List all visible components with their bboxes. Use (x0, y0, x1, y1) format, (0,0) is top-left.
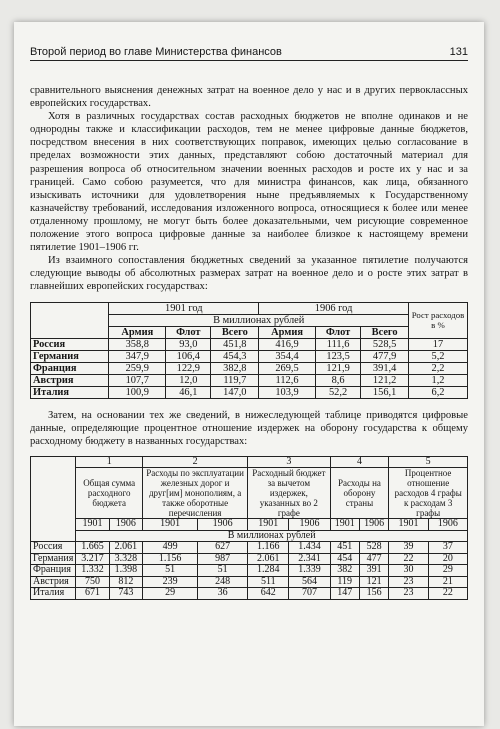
value-cell: 239 (143, 576, 198, 588)
value-cell: 29 (143, 588, 198, 600)
paragraph-3: Из взаимного сопоставления бюджетных сведений за указанное пятилетие получаются следующие выводы об абсолютных размерах затрат на военное дело и о росте этих затрат в главнейших европейских государствах: (30, 255, 468, 293)
value-cell: 121 (359, 576, 388, 588)
value-cell: 391,4 (361, 362, 409, 374)
table-row (31, 386, 468, 398)
value-cell: 3.328 (109, 553, 142, 565)
value-cell: 106,4 (166, 350, 211, 362)
units-header: В миллионах рублей (76, 530, 468, 542)
value-cell: 156 (359, 588, 388, 600)
country-header (31, 456, 76, 542)
col-fleet-1906: Флот (315, 326, 360, 338)
value-cell: 37 (428, 542, 467, 554)
value-cell: 100,9 (109, 386, 166, 398)
table-row (31, 338, 468, 350)
table-row (31, 362, 468, 374)
value-cell: 123,5 (315, 350, 360, 362)
country-cell: Франция (31, 362, 109, 374)
table-row (31, 374, 468, 386)
value-cell: 21 (428, 576, 467, 588)
value-cell: 528,5 (361, 338, 409, 350)
country-cell: Россия (31, 338, 109, 350)
year-cell: 1901 (248, 519, 289, 531)
country-cell: Австрия (31, 576, 76, 588)
value-cell: 642 (248, 588, 289, 600)
value-cell: 121,9 (315, 362, 360, 374)
value-cell: 112,6 (259, 374, 316, 386)
paragraph-1: сравнительного выяснения денежных затрат на военное дело у нас и в других первоклассных европейских государствах. (30, 85, 468, 110)
year-cell: 1906 (289, 519, 330, 531)
value-cell: 2.061 (248, 553, 289, 565)
table-row (31, 542, 468, 554)
col-head-3: Расходный бюджет за вычетом издержек, указанных во 2 графе (248, 468, 330, 519)
value-cell: 454 (330, 553, 359, 565)
table-row (31, 350, 468, 362)
col-num-1: 1 (76, 456, 143, 468)
value-cell: 269,5 (259, 362, 316, 374)
year-1906-header: 1906 год (259, 302, 409, 314)
value-cell: 358,8 (109, 338, 166, 350)
value-cell: 22 (389, 553, 428, 565)
value-cell: 528 (359, 542, 388, 554)
col-total-1901: Всего (211, 326, 259, 338)
value-cell: 511 (248, 576, 289, 588)
col-num-4: 4 (330, 456, 389, 468)
running-header (30, 46, 468, 61)
year-cell: 1906 (359, 519, 388, 531)
military-spending-table (30, 302, 468, 399)
value-cell: 2.061 (109, 542, 142, 554)
value-cell: 1.284 (248, 565, 289, 577)
value-cell: 107,7 (109, 374, 166, 386)
value-cell: 564 (289, 576, 330, 588)
value-cell: 156,1 (361, 386, 409, 398)
page-number: 131 (449, 46, 468, 58)
value-cell: 51 (143, 565, 198, 577)
col-head-1: Общая сумма расходного бюджета (76, 468, 143, 519)
col-head-2: Расходы по эксплуатации железных дорог и друг[им] монополиям, а также оборотные перечисления (143, 468, 248, 519)
value-cell: 23 (389, 588, 428, 600)
value-cell: 671 (76, 588, 109, 600)
value-cell: 22 (428, 588, 467, 600)
defense-share-table (30, 456, 468, 600)
value-cell: 1.398 (109, 565, 142, 577)
col-army-1906: Армия (259, 326, 316, 338)
value-cell: 1.434 (289, 542, 330, 554)
value-cell: 23 (389, 576, 428, 588)
year-cell: 1906 (109, 519, 142, 531)
year-cell: 1906 (428, 519, 467, 531)
paragraph-2: Хотя в различных государствах состав расходных бюджетов не вполне одинаков и не однородны также и классификации расходов, тем не менее цифровые данные бюджетов, посредством внесения в них соответствующих поправок, имеющих целью согласование в пределах возможности этих данных, представляют собою достаточный материал для разрешения вопроса об относительном значении военных расходов и росте их у нас и за границей. Само собою разумеется, что для министра финансов, как лица, обязанного изыскивать источники для удовлетворения ныне предъявляемых к Государственному казначейству требований, исследования изложенного вопроса, относящиеся к более или менее отдаленному прошлому, не могут быть более доказательными, чем рисующие современное положение этого вопроса цифровые данные за наиболее близкое к настоящему времени пятилетие 1901–1906 гг. (30, 111, 468, 254)
country-cell: Италия (31, 588, 76, 600)
value-cell: 17 (409, 338, 468, 350)
value-cell: 1.665 (76, 542, 109, 554)
country-cell: Германия (31, 350, 109, 362)
value-cell: 707 (289, 588, 330, 600)
country-cell: Австрия (31, 374, 109, 386)
col-num-3: 3 (248, 456, 330, 468)
value-cell: 743 (109, 588, 142, 600)
value-cell: 46,1 (166, 386, 211, 398)
year-cell: 1901 (76, 519, 109, 531)
value-cell: 122,9 (166, 362, 211, 374)
value-cell: 103,9 (259, 386, 316, 398)
value-cell: 2,2 (409, 362, 468, 374)
value-cell: 119,7 (211, 374, 259, 386)
value-cell: 30 (389, 565, 428, 577)
value-cell: 627 (198, 542, 248, 554)
value-cell: 20 (428, 553, 467, 565)
value-cell: 477 (359, 553, 388, 565)
value-cell: 111,6 (315, 338, 360, 350)
units-header: В миллионах рублей (109, 314, 409, 326)
col-fleet-1901: Флот (166, 326, 211, 338)
value-cell: 29 (428, 565, 467, 577)
value-cell: 93,0 (166, 338, 211, 350)
value-cell: 451 (330, 542, 359, 554)
value-cell: 52,2 (315, 386, 360, 398)
table-row (31, 588, 468, 600)
value-cell: 39 (389, 542, 428, 554)
value-cell: 812 (109, 576, 142, 588)
value-cell: 1,2 (409, 374, 468, 386)
value-cell: 8,6 (315, 374, 360, 386)
value-cell: 477,9 (361, 350, 409, 362)
value-cell: 750 (76, 576, 109, 588)
col-head-4: Расходы на оборону страны (330, 468, 389, 519)
growth-header: Рост расходов в % (409, 302, 468, 338)
value-cell: 347,9 (109, 350, 166, 362)
value-cell: 119 (330, 576, 359, 588)
chapter-title: Второй период во главе Министерства финансов (30, 46, 282, 58)
value-cell: 382,8 (211, 362, 259, 374)
year-cell: 1901 (330, 519, 359, 531)
year-1901-header: 1901 год (109, 302, 259, 314)
country-cell: Франция (31, 565, 76, 577)
value-cell: 1.166 (248, 542, 289, 554)
value-cell: 147 (330, 588, 359, 600)
value-cell: 354,4 (259, 350, 316, 362)
col-head-5: Процентное отношение расходов 4 графы к расходам 3 графы (389, 468, 468, 519)
value-cell: 248 (198, 576, 248, 588)
country-cell: Россия (31, 542, 76, 554)
col-num-5: 5 (389, 456, 468, 468)
value-cell: 382 (330, 565, 359, 577)
value-cell: 121,2 (361, 374, 409, 386)
value-cell: 499 (143, 542, 198, 554)
value-cell: 451,8 (211, 338, 259, 350)
value-cell: 6,2 (409, 386, 468, 398)
value-cell: 454,3 (211, 350, 259, 362)
value-cell: 12,0 (166, 374, 211, 386)
country-cell: Германия (31, 553, 76, 565)
year-cell: 1901 (389, 519, 428, 531)
value-cell: 147,0 (211, 386, 259, 398)
paragraph-4: Затем, на основании тех же сведений, в нижеследующей таблице приводятся цифровые данные, определяющие процентное отношение издержек на оборону государства к общему расходному бюджету в названных государствах: (30, 409, 468, 447)
value-cell: 51 (198, 565, 248, 577)
value-cell: 1.339 (289, 565, 330, 577)
value-cell: 391 (359, 565, 388, 577)
value-cell: 1.332 (76, 565, 109, 577)
value-cell: 259,9 (109, 362, 166, 374)
value-cell: 1.156 (143, 553, 198, 565)
table-row (31, 576, 468, 588)
year-cell: 1901 (143, 519, 198, 531)
year-cell: 1906 (198, 519, 248, 531)
value-cell: 416,9 (259, 338, 316, 350)
col-num-2: 2 (143, 456, 248, 468)
table-row (31, 565, 468, 577)
col-army-1901: Армия (109, 326, 166, 338)
country-header (31, 302, 109, 338)
table-row (31, 553, 468, 565)
value-cell: 3.217 (76, 553, 109, 565)
page-content (30, 84, 468, 600)
value-cell: 36 (198, 588, 248, 600)
value-cell: 2.341 (289, 553, 330, 565)
value-cell: 5,2 (409, 350, 468, 362)
col-total-1906: Всего (361, 326, 409, 338)
book-page (14, 22, 484, 726)
country-cell: Италия (31, 386, 109, 398)
value-cell: 987 (198, 553, 248, 565)
